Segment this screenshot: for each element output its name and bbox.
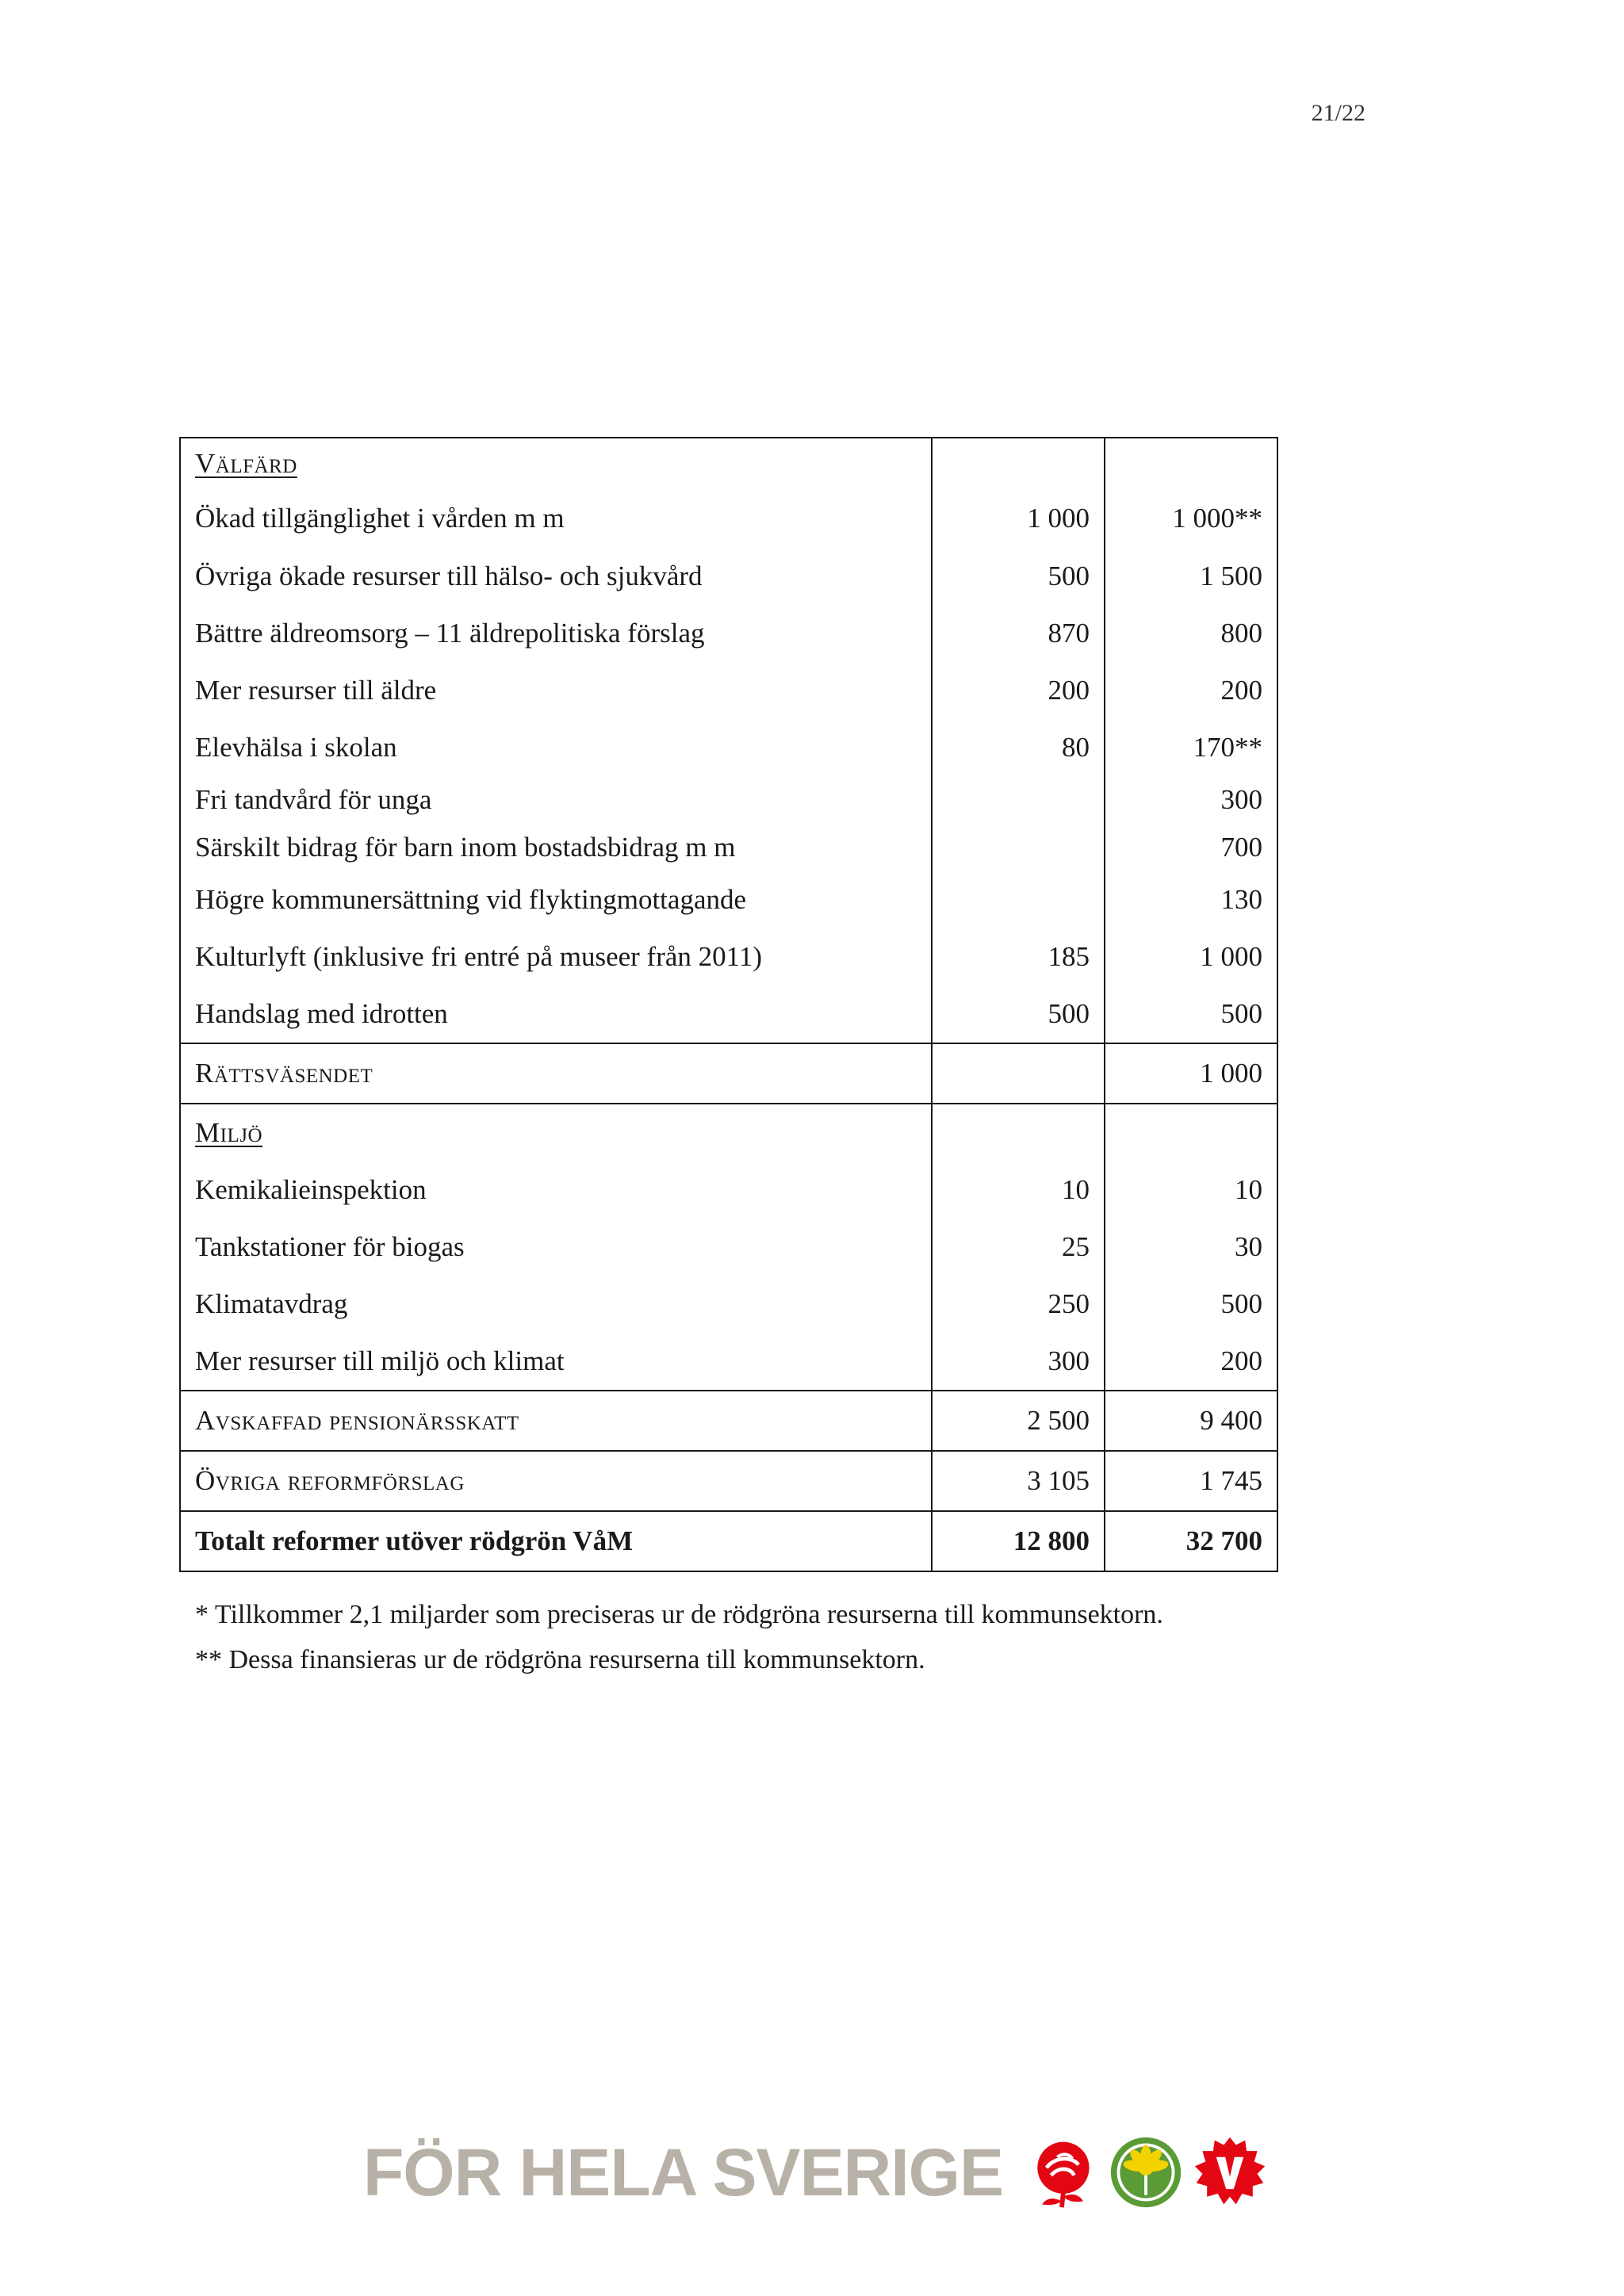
row-value-col2: 700 bbox=[1105, 824, 1277, 871]
row-value-col1: 2 500 bbox=[932, 1391, 1105, 1451]
table-row bbox=[180, 1333, 1277, 1391]
row-value-col2: 9 400 bbox=[1105, 1391, 1277, 1451]
footnote-single-asterisk: * Tillkommer 2,1 miljarder som preciseras ur de rödgröna resurserna till kommunsektorn. bbox=[195, 1600, 1163, 1629]
row-value-col2: 1 500 bbox=[1105, 548, 1277, 605]
row-value-col1: 200 bbox=[932, 662, 1105, 719]
table-row bbox=[180, 489, 1277, 548]
row-value-col1 bbox=[932, 871, 1105, 928]
section-label: Övriga reformförslag bbox=[180, 1451, 932, 1511]
footnote-double-asterisk: ** Dessa finansieras ur de rödgröna resurserna till kommunsektorn. bbox=[195, 1645, 925, 1674]
row-value-col1: 500 bbox=[932, 985, 1105, 1043]
row-label: Kemikalieinspektion bbox=[180, 1161, 932, 1219]
total-row bbox=[180, 1511, 1277, 1571]
table-row bbox=[180, 662, 1277, 719]
row-value-col1: 80 bbox=[932, 719, 1105, 776]
total-label: Totalt reformer utöver rödgrön VåM bbox=[180, 1511, 932, 1571]
row-value-col2: 300 bbox=[1105, 776, 1277, 824]
row-value-col2: 200 bbox=[1105, 1333, 1277, 1391]
row-label: Tankstationer för biogas bbox=[180, 1219, 932, 1276]
row-label: Ökad tillgänglighet i vården m m bbox=[180, 489, 932, 548]
row-value-col2: 1 745 bbox=[1105, 1451, 1277, 1511]
row-label: Fri tandvård för unga bbox=[180, 776, 932, 824]
table-row bbox=[180, 719, 1277, 776]
vansterpartiet-v-logo bbox=[1192, 2134, 1268, 2210]
row-value-col1: 185 bbox=[932, 928, 1105, 985]
row-value-col2: 1 000 bbox=[1105, 1043, 1277, 1104]
row-label: Mer resurser till miljö och klimat bbox=[180, 1333, 932, 1391]
section-row-pensionarsskatt bbox=[180, 1391, 1277, 1451]
row-value-col2: 500 bbox=[1105, 1276, 1277, 1333]
socialdemokraterna-rose-logo bbox=[1024, 2134, 1100, 2210]
row-value-col2: 1 000** bbox=[1105, 489, 1277, 548]
table-row bbox=[180, 1219, 1277, 1276]
total-value-col1: 12 800 bbox=[932, 1511, 1105, 1571]
section-row-rattsvasendet bbox=[180, 1043, 1277, 1104]
row-value-col2: 10 bbox=[1105, 1161, 1277, 1219]
section-header-miljo bbox=[180, 1104, 1277, 1161]
miljopartiet-dandelion-logo bbox=[1108, 2134, 1184, 2210]
section-label: Avskaffad pensionärsskatt bbox=[180, 1391, 932, 1451]
section-row-ovriga-reformforslag bbox=[180, 1451, 1277, 1511]
table-row bbox=[180, 776, 1277, 824]
row-value-col1: 3 105 bbox=[932, 1451, 1105, 1511]
row-value-col1 bbox=[932, 776, 1105, 824]
row-value-col1 bbox=[932, 1043, 1105, 1104]
table-row bbox=[180, 605, 1277, 662]
budget-table bbox=[179, 437, 1278, 1572]
row-label: Högre kommunersättning vid flyktingmottagande bbox=[180, 871, 932, 928]
page-number: 21/22 bbox=[1311, 100, 1365, 126]
footer bbox=[363, 2133, 1268, 2212]
row-value-col1: 250 bbox=[932, 1276, 1105, 1333]
table-row bbox=[180, 1276, 1277, 1333]
section-label: Välfärd bbox=[180, 438, 932, 489]
row-value-col2: 800 bbox=[1105, 605, 1277, 662]
row-label: Elevhälsa i skolan bbox=[180, 719, 932, 776]
row-label: Mer resurser till äldre bbox=[180, 662, 932, 719]
slogan: FÖR HELA SVERIGE bbox=[363, 2135, 1003, 2210]
total-value-col2: 32 700 bbox=[1105, 1511, 1277, 1571]
row-value-col1: 300 bbox=[932, 1333, 1105, 1391]
section-label: Miljö bbox=[180, 1104, 932, 1161]
table-row bbox=[180, 1161, 1277, 1219]
row-value-col2: 30 bbox=[1105, 1219, 1277, 1276]
section-header-valfard bbox=[180, 438, 1277, 489]
row-label: Kulturlyft (inklusive fri entré på museer från 2011) bbox=[180, 928, 932, 985]
row-label: Bättre äldreomsorg – 11 äldrepolitiska förslag bbox=[180, 605, 932, 662]
row-value-col1: 25 bbox=[932, 1219, 1105, 1276]
row-label: Särskilt bidrag för barn inom bostadsbidrag m m bbox=[180, 824, 932, 871]
row-value-col2: 1 000 bbox=[1105, 928, 1277, 985]
row-value-col1 bbox=[932, 824, 1105, 871]
row-label: Klimatavdrag bbox=[180, 1276, 932, 1333]
row-label: Övriga ökade resurser till hälso- och sjukvård bbox=[180, 548, 932, 605]
section-label: Rättsväsendet bbox=[180, 1043, 932, 1104]
row-value-col2: 200 bbox=[1105, 662, 1277, 719]
row-value-col1: 1 000 bbox=[932, 489, 1105, 548]
table-row bbox=[180, 824, 1277, 871]
row-value-col1: 10 bbox=[932, 1161, 1105, 1219]
table-row bbox=[180, 871, 1277, 928]
row-value-col1: 500 bbox=[932, 548, 1105, 605]
row-value-col2: 500 bbox=[1105, 985, 1277, 1043]
row-value-col2: 170** bbox=[1105, 719, 1277, 776]
row-label: Handslag med idrotten bbox=[180, 985, 932, 1043]
table-row bbox=[180, 928, 1277, 985]
row-value-col2: 130 bbox=[1105, 871, 1277, 928]
party-logos bbox=[1024, 2134, 1268, 2210]
table-row bbox=[180, 548, 1277, 605]
table-row bbox=[180, 985, 1277, 1043]
row-value-col1: 870 bbox=[932, 605, 1105, 662]
